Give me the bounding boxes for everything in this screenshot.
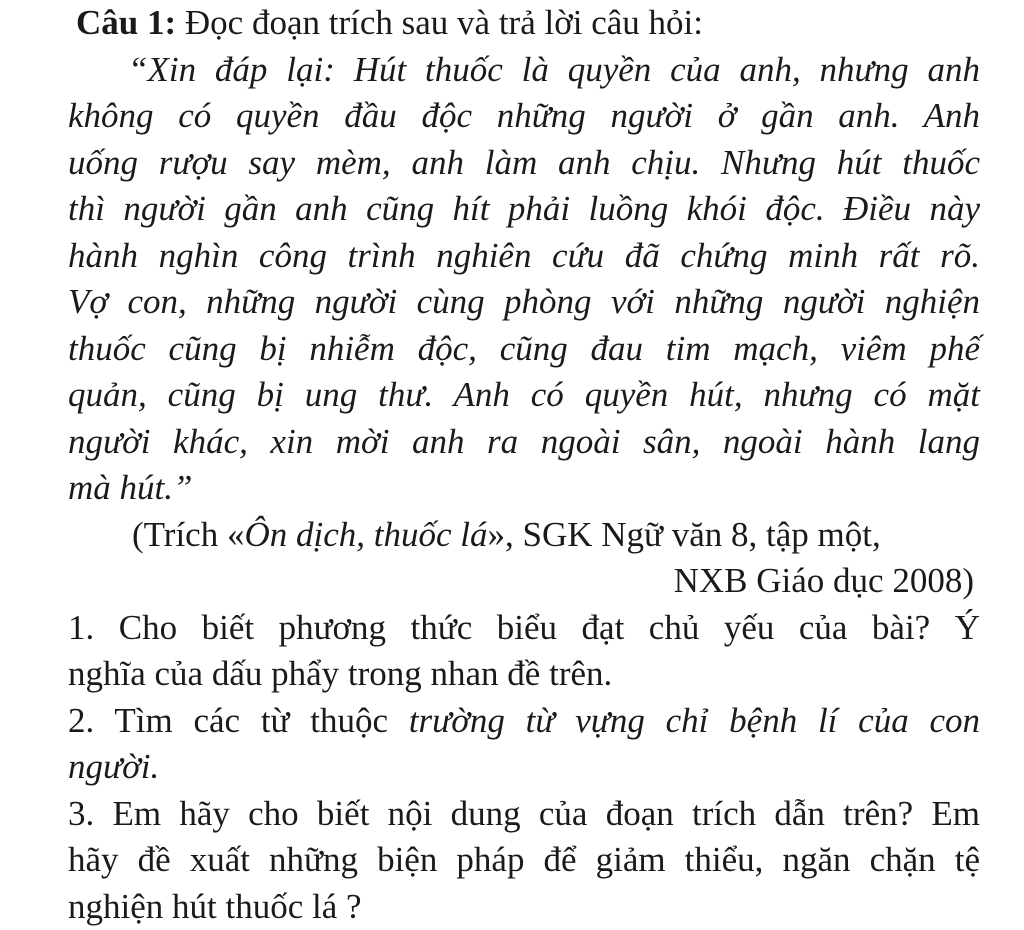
passage-line: Vợ con, những người cùng phòng với những người nghiện: [68, 279, 980, 326]
source-prefix: (Trích «: [132, 515, 244, 554]
question-3-line: nghiện hút thuốc lá ?: [68, 884, 980, 930]
source-title: Ôn dịch, thuốc lá: [244, 515, 487, 554]
source-publisher: NXB Giáo dục 2008): [68, 558, 980, 605]
question-number: Câu 1:: [76, 3, 176, 42]
question-2-italic-end: người.: [68, 747, 159, 786]
passage-line: hành nghìn công trình nghiên cứu đã chứng minh rất rõ.: [68, 233, 980, 280]
passage-line: không có quyền đầu độc những người ở gần anh. Anh: [68, 93, 980, 140]
source-citation: [68, 512, 980, 559]
passage-line: uống rượu say mèm, anh làm anh chịu. Nhưng hút thuốc: [68, 140, 980, 187]
passage-line: mà hút.”: [68, 465, 980, 512]
passage-line: thuốc cũng bị nhiễm độc, cũng đau tim mạch, viêm phế: [68, 326, 980, 373]
question-2-prefix: 2. Tìm các từ thuộc: [68, 701, 409, 740]
question-1-line: nghĩa của dấu phẩy trong nhan đề trên.: [68, 651, 980, 698]
source-suffix: », SGK Ngữ văn 8, tập một,: [488, 515, 881, 554]
question-2-line: [68, 698, 980, 745]
question-list: [68, 605, 980, 930]
passage-line: quản, cũng bị ung thư. Anh có quyền hút, nhưng có mặt: [68, 372, 980, 419]
question-3-line: 3. Em hãy cho biết nội dung của đoạn trích dẫn trên? Em: [68, 791, 980, 838]
question-2-italic: trường từ vựng chỉ bệnh lí của con: [409, 701, 980, 740]
quoted-passage: [68, 47, 980, 512]
question-2-line: [68, 744, 980, 791]
question-heading: [68, 0, 980, 47]
question-1-line: 1. Cho biết phương thức biểu đạt chủ yếu của bài? Ý: [68, 605, 980, 652]
passage-line: người khác, xin mời anh ra ngoài sân, ngoài hành lang: [68, 419, 980, 466]
question-3-line: hãy đề xuất những biện pháp để giảm thiểu, ngăn chặn tệ: [68, 837, 980, 884]
question-instruction: Đọc đoạn trích sau và trả lời câu hỏi:: [176, 3, 703, 42]
passage-line: thì người gần anh cũng hít phải luồng khói độc. Điều này: [68, 186, 980, 233]
passage-line: “Xin đáp lại: Hút thuốc là quyền của anh, nhưng anh: [68, 47, 980, 94]
